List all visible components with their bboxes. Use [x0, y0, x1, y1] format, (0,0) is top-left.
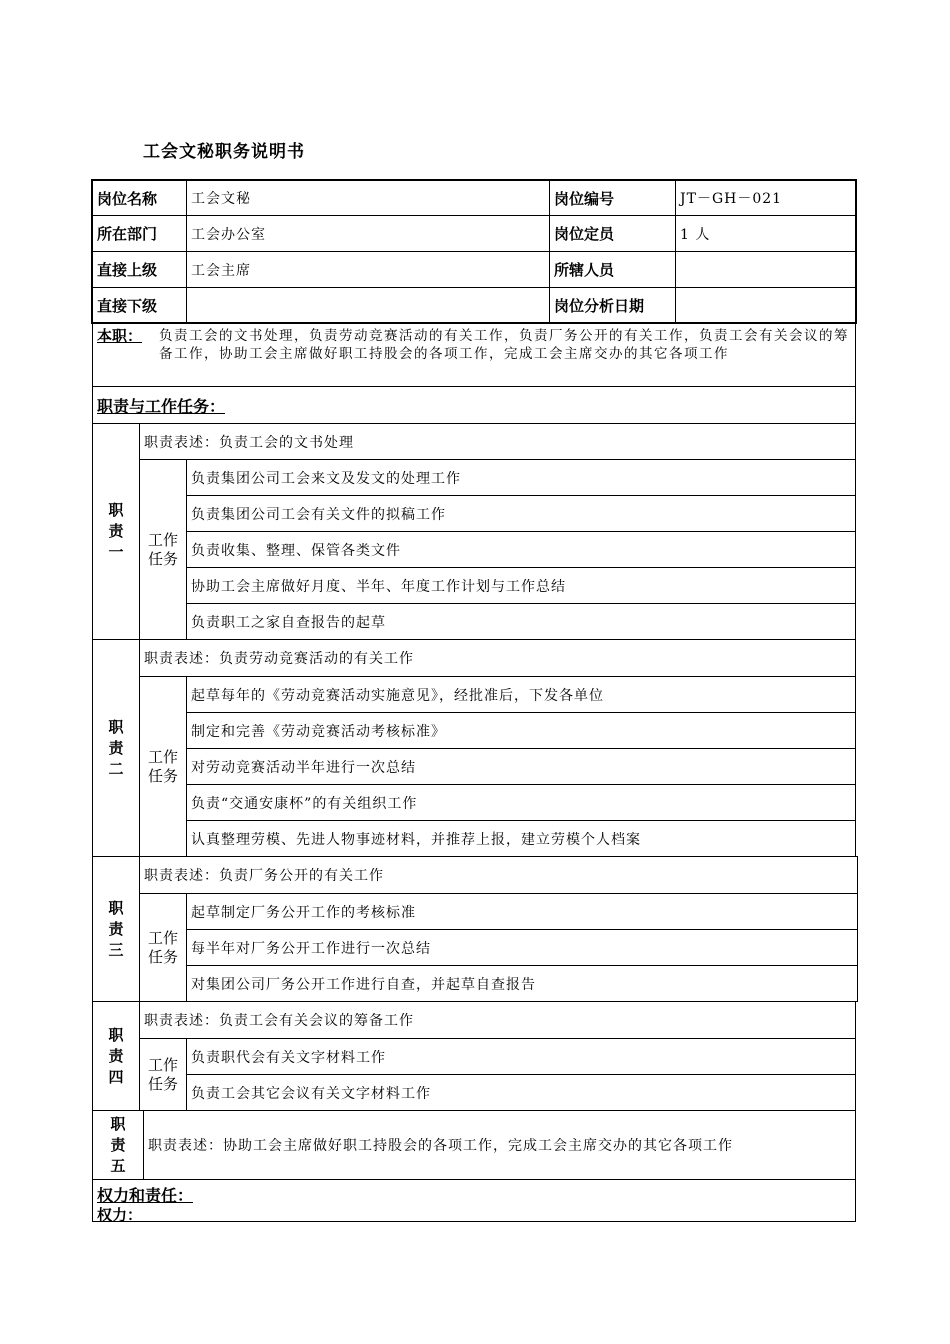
position-name-label: 岗位名称 [92, 180, 187, 216]
duties-heading [92, 386, 856, 424]
duty-name: 职责三 [92, 856, 140, 1002]
duty-description: 职责表述：负责劳动竞赛活动的有关工作 [139, 639, 856, 677]
task-label: 工作任务 [139, 459, 187, 640]
analysis-date-label: 岗位分析日期 [549, 287, 676, 324]
task-item: 起草制定厂务公开工作的考核标准 [186, 893, 858, 930]
summary-text: 负责工会的文书处理，负责劳动竞赛活动的有关工作，负责厂务公开的有关工作，负责工会有关会议的筹备工作，协助工会主席做好职工持股会的各项工作，完成工会主席交办的其它各项工作 [159, 328, 849, 362]
headcount-value: 1 人 [675, 215, 856, 252]
headcount-label: 岗位定员 [549, 215, 676, 252]
page-title: 工会文秘职务说明书 [143, 142, 305, 162]
task-item: 制定和完善《劳动竞赛活动考核标准》 [186, 712, 856, 749]
task-item: 负责收集、整理、保管各类文件 [186, 531, 856, 568]
duty-name: 职责五 [92, 1110, 144, 1180]
task-label: 工作任务 [139, 676, 187, 857]
subordinate-label: 直接下级 [92, 287, 187, 324]
task-item: 负责“交通安康杯”的有关组织工作 [186, 784, 856, 821]
task-item: 负责集团公司工会来文及发文的处理工作 [186, 459, 856, 496]
task-item: 对劳动竞赛活动半年进行一次总结 [186, 748, 856, 785]
subordinate-value [186, 287, 550, 324]
task-label: 工作任务 [139, 893, 187, 1002]
power-section [92, 1179, 856, 1222]
superior-label: 直接上级 [92, 251, 187, 288]
task-item: 负责职工之家自查报告的起草 [186, 603, 856, 640]
duty-description: 职责表述：协助工会主席做好职工持股会的各项工作，完成工会主席交办的其它各项工作 [143, 1110, 856, 1180]
task-item: 每半年对厂务公开工作进行一次总结 [186, 929, 858, 966]
task-item: 负责工会其它会议有关文字材料工作 [186, 1074, 856, 1111]
task-item: 起草每年的《劳动竞赛活动实施意见》，经批准后，下发各单位 [186, 676, 856, 713]
duties-heading-text: 职责与工作任务： [97, 396, 226, 416]
position-name-value: 工会文秘 [186, 180, 550, 216]
superior-value: 工会主席 [186, 251, 550, 288]
duty-description: 职责表述：负责厂务公开的有关工作 [139, 856, 858, 894]
staff-value [675, 251, 856, 288]
duty-description: 职责表述：负责工会的文书处理 [139, 423, 856, 460]
duty-name: 职责一 [92, 423, 140, 640]
power-heading: 权力和责任： [97, 1186, 194, 1205]
task-item: 负责职代会有关文字材料工作 [186, 1038, 856, 1075]
task-item: 认真整理劳模、先进人物事迹材料，并推荐上报，建立劳模个人档案 [186, 820, 856, 857]
position-code-value: JT－GH－021 [675, 180, 856, 216]
job-summary [92, 323, 856, 387]
duty-name: 职责二 [92, 639, 140, 857]
task-item: 对集团公司厂务公开工作进行自查，并起草自查报告 [186, 965, 858, 1002]
power-subheading: 权力： [97, 1206, 143, 1224]
task-item: 负责集团公司工会有关文件的拟稿工作 [186, 495, 856, 532]
staff-label: 所辖人员 [549, 251, 676, 288]
task-item: 协助工会主席做好月度、半年、年度工作计划与工作总结 [186, 567, 856, 604]
summary-label: 本职： [97, 327, 143, 345]
duty-name: 职责四 [92, 1001, 140, 1111]
position-code-label: 岗位编号 [549, 180, 676, 216]
task-label: 工作任务 [139, 1038, 187, 1111]
duty-description: 职责表述：负责工会有关会议的筹备工作 [139, 1001, 856, 1039]
department-value: 工会办公室 [186, 215, 550, 252]
department-label: 所在部门 [92, 215, 187, 252]
analysis-date-value [675, 287, 856, 324]
